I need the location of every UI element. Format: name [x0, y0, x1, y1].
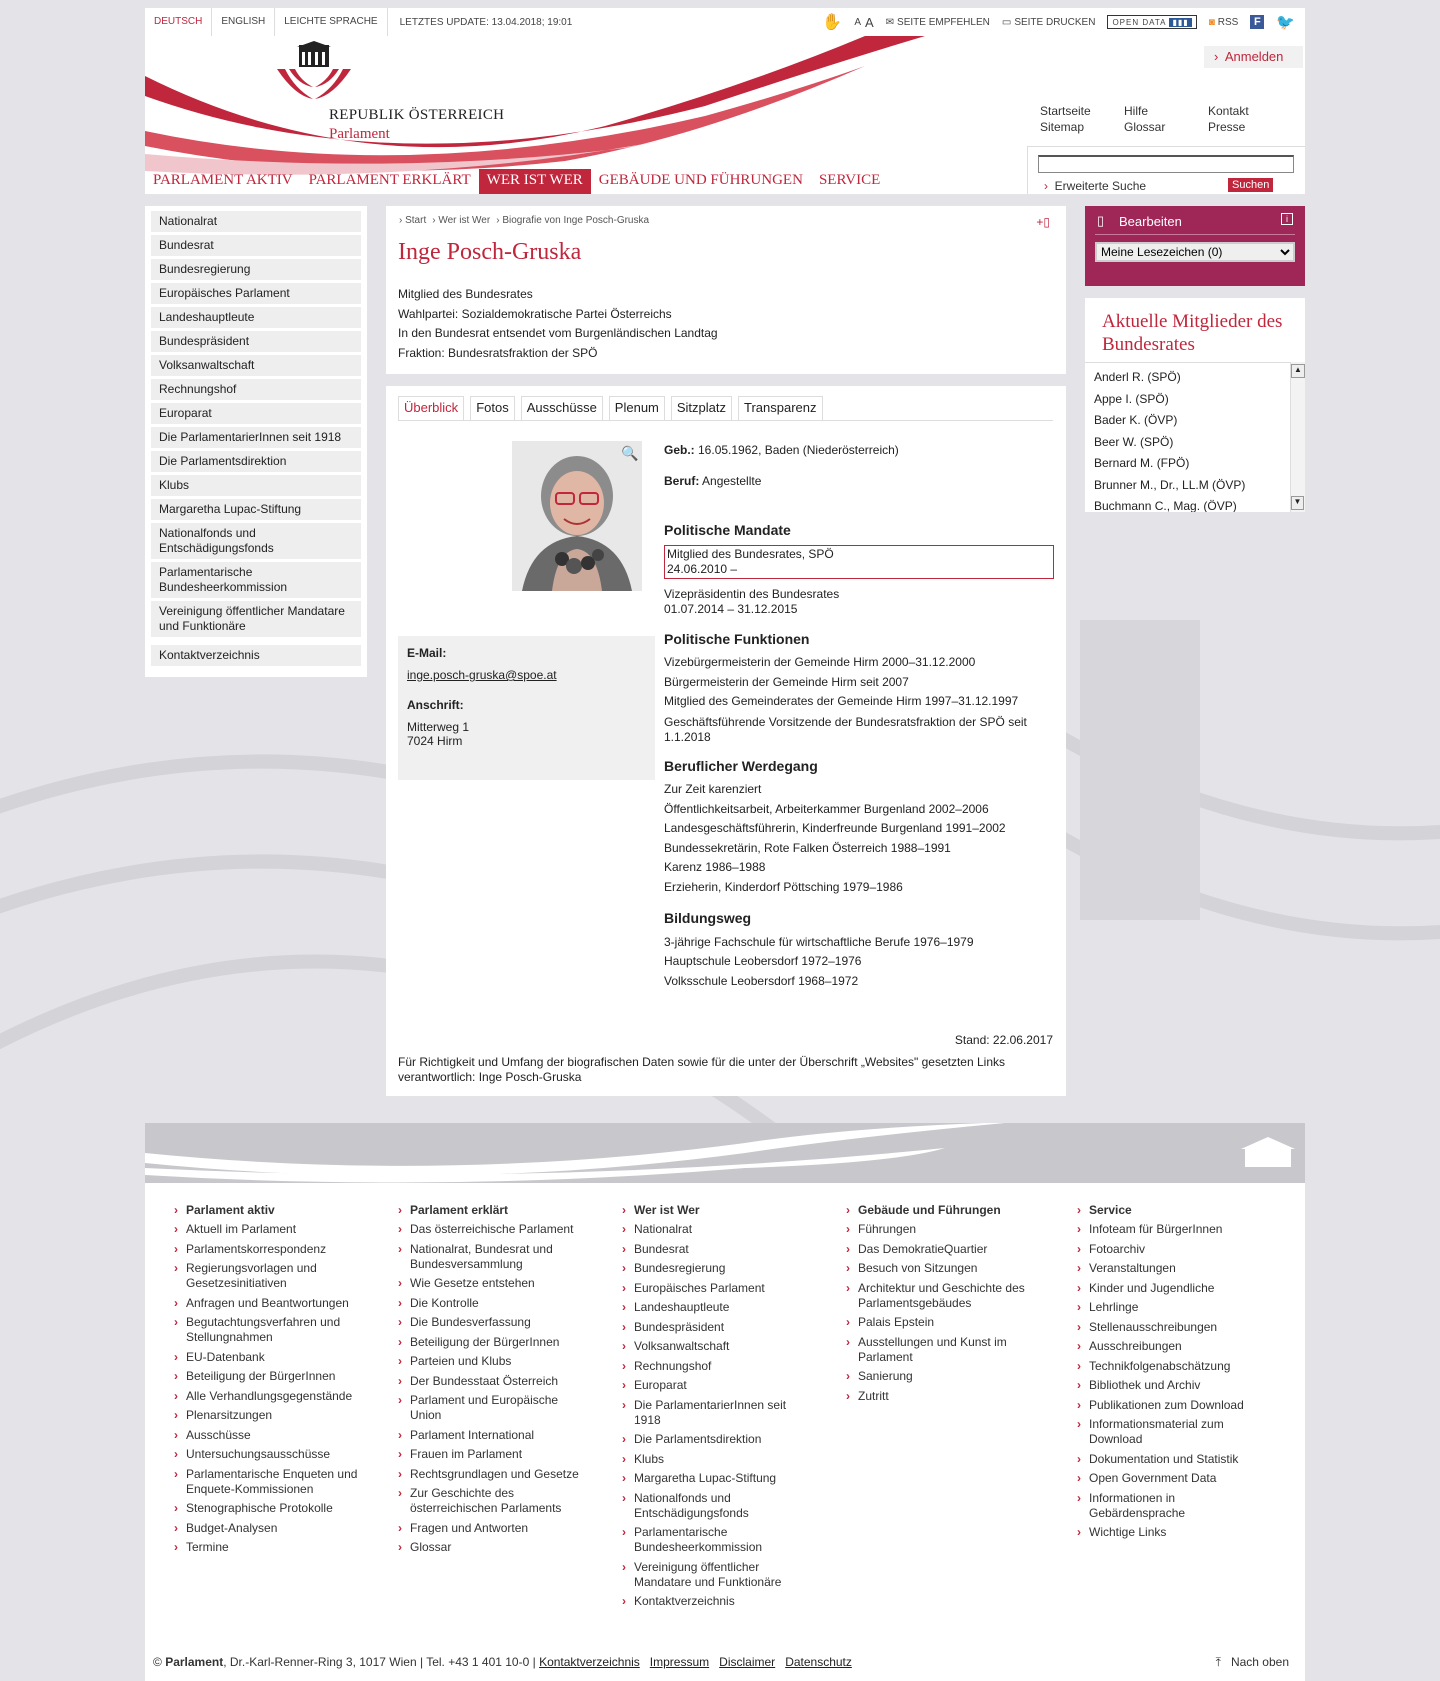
print-link[interactable]: ▭ SEITE DRUCKEN — [1001, 16, 1096, 28]
footer-col-erklaert: › Parlament erklärt › Das österreichische Parlament › Nationalrat, Bundesrat und Bundesversammlung › Wie Gesetze entstehen › Die Kontrolle › Die Bundesverfassung › Beteiligung der BürgerInnen › Parteien und Klubs › Der Bundesstaat Österreich › Parlament und Europäische Union › Parlament International › Frauen im Parlament › Rechtsgrundlagen und Gesetze › Zur Geschichte des österreichischen Parlaments › Fragen und Antworten › Glossar — [398, 1203, 583, 1560]
leftnav-item[interactable]: Vereinigung öffentlicher Mandatare und Funktionäre — [151, 601, 361, 637]
leftnav-item[interactable]: Die Parlamentsdirektion — [151, 451, 361, 472]
leftnav-item[interactable]: Bundesrat — [151, 235, 361, 256]
footer-banner — [145, 1123, 1305, 1183]
address-line-2: 7024 Hirm — [407, 734, 463, 748]
list-item[interactable]: Beer W. (SPÖ) — [1094, 434, 1174, 449]
breadcrumb — [399, 215, 649, 226]
list-item[interactable]: Bader K. (ÖVP) — [1094, 413, 1178, 427]
rss-icon: ◙ — [1208, 16, 1215, 28]
list-item[interactable]: Anderl R. (SPÖ) — [1094, 370, 1181, 384]
tab-fotos[interactable]: Fotos — [470, 396, 515, 420]
bio-content — [664, 441, 1054, 991]
footer-link-impressum[interactable]: Impressum — [649, 1655, 710, 1669]
rss-link[interactable]: ◙ RSS — [1208, 16, 1239, 28]
search-input[interactable] — [1038, 155, 1294, 173]
zoom-icon[interactable]: 🔍 — [621, 445, 639, 461]
logo-parlament: Parlament — [329, 126, 390, 142]
portrait-image — [512, 441, 642, 591]
stand-date: Stand: 22.06.2017 — [954, 1033, 1053, 1047]
edit-panel — [1085, 206, 1305, 286]
section-bildung-title: Bildungsweg — [664, 910, 752, 926]
leftnav-item[interactable]: Europarat — [151, 403, 361, 424]
list-item[interactable]: Buchmann C., Mag. (ÖVP) — [1094, 499, 1237, 512]
parliament-logo — [275, 41, 355, 107]
list-item: Landesgeschäftsführerin, Kinderfreunde Burgenland 1991–2002 — [664, 821, 1006, 835]
footer-address: , Dr.-Karl-Renner-Ring 3, 1017 Wien | Tel. +43 1 401 10-0 | — [223, 1655, 540, 1669]
back-to-top-link[interactable]: ⤒ Nach oben — [1215, 1655, 1289, 1669]
nav-gebaeude[interactable]: GEBÄUDE UND FÜHRUNGEN — [598, 172, 803, 188]
address-label: Anschrift: — [407, 698, 464, 712]
quicklink-glossar[interactable]: Glossar — [1124, 120, 1166, 134]
page-title: Inge Posch-Gruska — [398, 239, 582, 265]
list-item: Hauptschule Leobersdorf 1972–1976 — [664, 954, 862, 968]
email-label: E-Mail: — [407, 646, 447, 660]
lang-leichte-sprache[interactable]: LEICHTE SPRACHE — [275, 8, 387, 36]
bookmarks-select[interactable] — [1095, 242, 1295, 262]
tab-sitzplatz[interactable]: Sitzplatz — [671, 396, 732, 420]
section-werdegang-title: Beruflicher Werdegang — [664, 757, 818, 774]
footer-col-gebaeude: › Gebäude und Führungen › Führungen › Das DemokratieQuartier › Besuch von Sitzungen › Architektur und Geschichte des Parlamentsgebäudes › Palais Epstein › Ausstellungen und Kunst im Parlament › Sanierung › Zutritt — [846, 1203, 1031, 1408]
contact-box — [398, 636, 655, 780]
profile-body — [386, 386, 1066, 1096]
twitter-icon[interactable]: 🐦 — [1276, 14, 1295, 31]
info-icon[interactable]: i — [1281, 213, 1293, 225]
lang-deutsch[interactable]: DEUTSCH — [145, 8, 212, 36]
leftnav-item[interactable]: Parlamentarische Bundesheerkommission — [151, 562, 361, 598]
tab-transparenz[interactable]: Transparenz — [738, 396, 823, 420]
recommend-link[interactable]: ✉ SEITE EMPFEHLEN — [885, 16, 990, 28]
profile-header — [386, 206, 1066, 374]
facebook-icon[interactable]: F — [1250, 15, 1264, 29]
leftnav-item[interactable]: Klubs — [151, 475, 361, 496]
tab-ausschuesse[interactable]: Ausschüsse — [521, 396, 603, 420]
footer-col-wer: › Wer ist Wer › Nationalrat › Bundesrat › Bundesregierung › Europäisches Parlament › Landeshauptleute › Bundespräsident › Volksanwaltschaft › Rechnungshof › Europarat › Die ParlamentarierInnen seit 1918 › Die Parlamentsdirektion › Klubs › Margaretha Lupac-Stiftung › Nationalfonds und Entschädigungsfonds › Parlamentarische Bundesheerkommission › Vereinigung öffentlicher Mandatare und Funktionäre › Kontaktverzeichnis — [622, 1203, 807, 1614]
list-item[interactable]: Bernard M. (FPÖ) — [1094, 456, 1190, 470]
list-item: Bundessekretärin, Rote Falken Österreich 1988–1991 — [664, 840, 951, 855]
footer-link-kontakt[interactable]: Kontaktverzeichnis — [539, 1655, 640, 1669]
footer-col-aktiv: › Parlament aktiv › Aktuell im Parlament › Parlamentskorrespondenz › Regierungsvorlagen und Gesetzesinitiativen › Anfragen und Beantwortungen › Begutachtungsverfahren und Stellungnahmen › EU-Datenbank › Beteiligung der BürgerInnen › Alle Verhandlungsgegenstände › Plenarsitzungen › Ausschüsse › Untersuchungsausschüsse › Parlamentarische Enqueten und Enquete-Kommissionen › Stenographische Protokolle › Budget-Analysen › Termine — [174, 1203, 359, 1560]
leftnav-item[interactable]: Bundesregierung — [151, 259, 361, 280]
leftnav-item[interactable]: Margaretha Lupac-Stiftung — [151, 499, 361, 520]
birth-info: Geb.: 16.05.1962, Baden (Niederösterreich) — [664, 443, 899, 457]
left-nav — [145, 206, 367, 677]
leftnav-item[interactable]: Rechnungshof — [151, 379, 361, 400]
footer-link-disclaimer[interactable]: Disclaimer — [719, 1655, 776, 1669]
email-link[interactable]: inge.posch-gruska@spoe.at — [407, 668, 557, 682]
footer-swoosh — [145, 1123, 1305, 1183]
nav-wer-ist-wer[interactable]: WER IST WER — [479, 169, 591, 194]
font-large-button[interactable]: A — [864, 14, 874, 30]
list-item: Öffentlichkeitsarbeit, Arbeiterkammer Burgenland 2002–2006 — [664, 801, 989, 816]
crumb-current: › Biografie von Inge Posch-Gruska — [496, 215, 649, 226]
tab-plenum[interactable]: Plenum — [609, 396, 665, 420]
font-small-button[interactable]: A — [854, 16, 861, 28]
list-item: Volksschule Leobersdorf 1968–1972 — [664, 973, 859, 988]
list-item: 3-jährige Fachschule für wirtschaftliche Berufe 1976–1979 — [664, 934, 974, 949]
add-bookmark-icon[interactable]: +▯ — [1036, 215, 1050, 229]
arrow-up-icon: ⤒ — [1215, 1655, 1221, 1669]
quicklink-hilfe[interactable]: Hilfe — [1124, 104, 1149, 118]
list-item: Zur Zeit karenziert — [664, 782, 762, 796]
quicklink-sitemap[interactable]: Sitemap — [1040, 120, 1085, 134]
site-header — [145, 36, 1305, 194]
crumb-wer-ist-wer[interactable]: › Wer ist Wer — [432, 215, 490, 226]
top-bar — [145, 8, 1305, 36]
footer-col-service: › Service › Infoteam für BürgerInnen › Fotoarchiv › Veranstaltungen › Kinder und Jugendliche › Lehrlinge › Stellenausschreibungen › Ausschreibungen › Technikfolgenabschätzung › Bibliothek und Archiv › Publikationen zum Download › Informationsmaterial zum Download › Dokumentation und Statistik › Open Government Data › Informationen in Gebärdensprache › Wichtige Links — [1077, 1203, 1262, 1545]
list-item: Bürgermeisterin der Gemeinde Hirm seit 2007 — [664, 674, 909, 689]
leftnav-item[interactable]: Europäisches Parlament — [151, 283, 361, 304]
members-list — [1085, 362, 1290, 512]
address-line-1: Mitterweg 1 — [407, 720, 470, 734]
footer-link-datenschutz[interactable]: Datenschutz — [785, 1655, 852, 1669]
crumb-start[interactable]: › Start — [399, 215, 426, 226]
list-item: Vizebürgermeisterin der Gemeinde Hirm 2000–31.12.2000 — [664, 655, 976, 669]
lang-english[interactable]: ENGLISH — [212, 8, 275, 36]
list-item[interactable]: Appe I. (SPÖ) — [1094, 391, 1169, 406]
advanced-search-link[interactable]: › Erweiterte Suche — [1044, 179, 1147, 193]
footer-bar: © Parlament, Dr.-Karl-Renner-Ring 3, 1017 Wien | Tel. +43 1 401 10-0 | Kontaktverzeichnis Impressum Disclaimer Datenschutz ⤒ Nach oben — [145, 1651, 1305, 1681]
members-scrollbar[interactable]: ▲ ▼ — [1290, 362, 1305, 512]
profession-info: Beruf: Angestellte — [664, 473, 762, 488]
mandate-current: Mitglied des Bundesrates, SPÖ 24.06.2010 – — [664, 545, 1054, 579]
mandate-item: Vizepräsidentin des Bundesrates 01.07.2014 – 31.12.2015 — [664, 586, 840, 616]
section-funktionen-title: Politische Funktionen — [664, 630, 810, 647]
leftnav-item[interactable]: Volksanwaltschaft — [151, 355, 361, 376]
quicklink-presse[interactable]: Presse — [1208, 120, 1246, 134]
list-item: Erzieherin, Kinderdorf Pöttsching 1979–1986 — [664, 879, 903, 894]
leftnav-item[interactable]: Nationalfonds und Entschädigungsfonds — [151, 523, 361, 559]
footer-links — [145, 1183, 1305, 1651]
bookmark-icon: ▯ — [1097, 213, 1105, 228]
responsibility-note: Für Richtigkeit und Umfang der biografischen Daten sowie für die unter der Überschrift „Websites" gesetzten Links verantwortlich: Inge Posch-Gruska — [398, 1055, 1005, 1084]
nav-parlament-erklaert[interactable]: PARLAMENT ERKLÄRT — [308, 172, 471, 188]
search-button[interactable]: Suchen — [1228, 178, 1273, 192]
members-panel — [1085, 298, 1305, 512]
tab-ueberblick[interactable]: Überblick — [398, 396, 464, 420]
profile-photo[interactable] — [512, 441, 642, 591]
footer-org: Parlament — [165, 1655, 224, 1669]
leftnav-item[interactable]: Bundespräsident — [151, 331, 361, 352]
quicklink-startseite[interactable]: Startseite — [1040, 104, 1091, 118]
search-box — [1027, 146, 1305, 194]
profile-tabs — [398, 396, 1053, 421]
leftnav-item[interactable]: Die ParlamentarierInnen seit 1918 — [151, 427, 361, 448]
last-update: LETZTES UPDATE: 13.04.2018; 19:01 — [399, 16, 573, 28]
logo-republik: REPUBLIK ÖSTERREICH — [329, 107, 505, 123]
mail-icon: ✉ — [885, 16, 895, 28]
login-link[interactable]: › Anmelden — [1204, 46, 1303, 68]
list-item: Mitglied des Gemeinderates der Gemeinde Hirm 1997–31.12.1997 — [664, 694, 1019, 708]
leftnav-item[interactable]: Nationalrat — [151, 211, 361, 232]
main-nav — [145, 169, 888, 194]
leftnav-item[interactable]: Kontaktverzeichnis — [151, 645, 361, 666]
edit-title: Bearbeiten — [1119, 214, 1182, 229]
sign-language-icon[interactable]: ✋ — [822, 14, 843, 31]
members-title: Aktuelle Mitglieder des Bundesrates — [1102, 311, 1283, 355]
print-icon: ▭ — [1001, 16, 1012, 28]
open-data-link[interactable]: OPEN DATA ▮▮▮ — [1107, 15, 1196, 29]
quicklink-kontakt[interactable]: Kontakt — [1208, 104, 1249, 118]
list-item: Karenz 1986–1988 — [664, 860, 766, 874]
list-item[interactable]: Brunner M., Dr., LL.M (ÖVP) — [1094, 477, 1246, 492]
nav-service[interactable]: SERVICE — [818, 172, 881, 188]
profile-intro: Mitglied des Bundesrates Wahlpartei: Sozialdemokratische Partei Österreichs In den Bundesrat entsendet vom Burgenländischen Landtag Fraktion: Bundesratsfraktion der SPÖ — [398, 287, 718, 360]
leftnav-item[interactable]: Landeshauptleute — [151, 307, 361, 328]
list-item: Geschäftsführende Vorsitzende der Bundesratsfraktion der SPÖ seit 1.1.2018 — [664, 714, 1027, 744]
quick-links — [1040, 104, 1288, 134]
section-mandate-title: Politische Mandate — [664, 522, 791, 538]
nav-parlament-aktiv[interactable]: PARLAMENT AKTIV — [153, 172, 293, 188]
